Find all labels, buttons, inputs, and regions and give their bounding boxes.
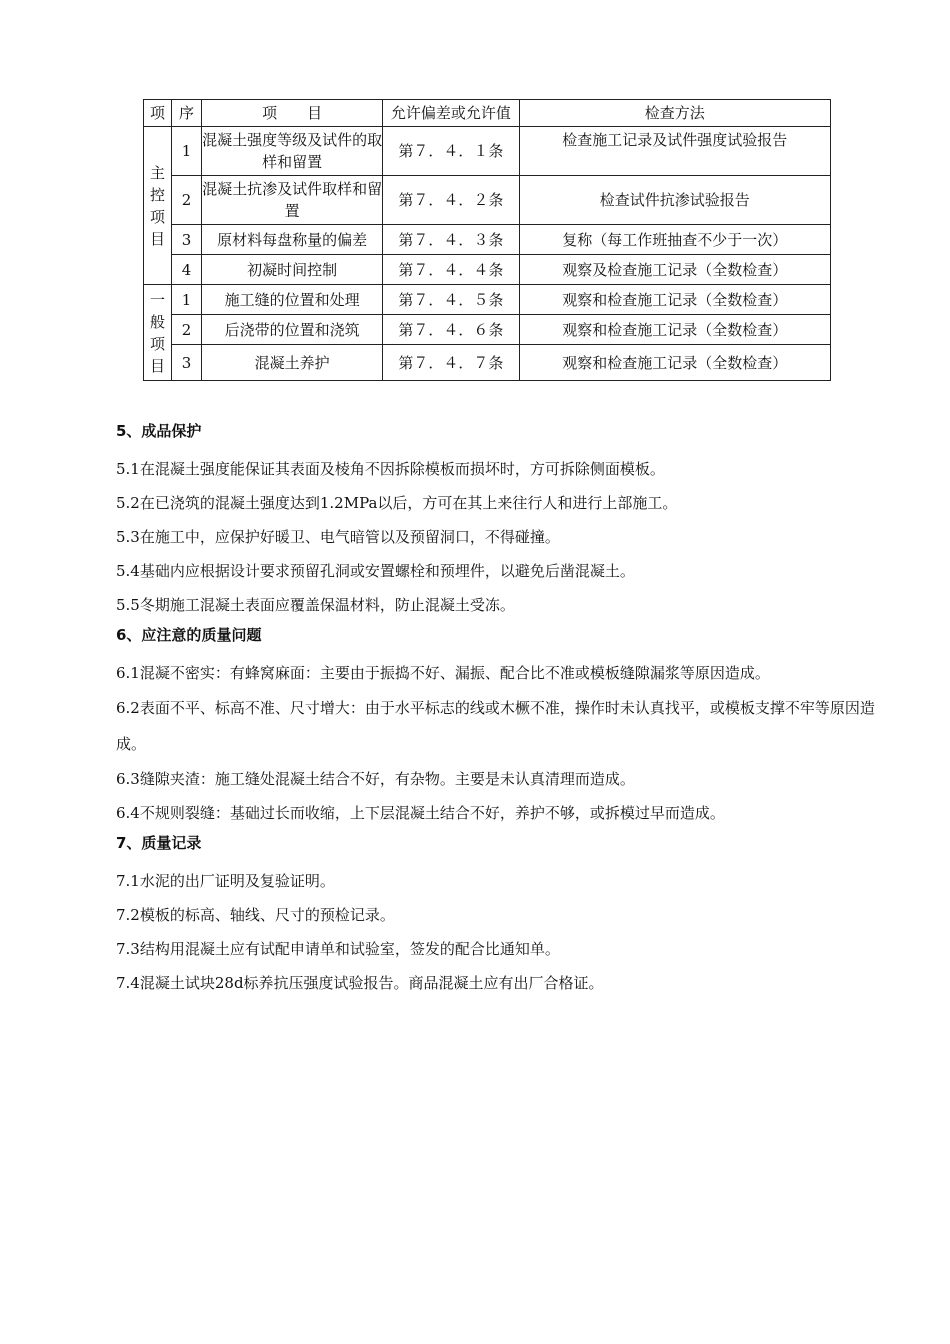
paragraph: 5.3在施工中，应保护好暖卫、电气暗管以及预留洞口，不得碰撞。 <box>116 528 560 546</box>
paragraph: 6.2表面不平、标高不准、尺寸增大：由于水平标志的线或木橛不准，操作时未认真找平，或模板支撑不牢等原因造成。 <box>116 699 875 753</box>
tolerance-cell: 第７．４．１条 <box>383 127 519 176</box>
tolerance-cell: 第７．４．５条 <box>383 285 519 315</box>
table-row <box>144 255 831 285</box>
method-cell: 观察和检查施工记录（全数检查） <box>519 345 831 381</box>
header-group: 项 <box>144 100 172 127</box>
header-tolerance: 允许偏差或允许值 <box>383 100 519 127</box>
inspection-table <box>143 99 831 381</box>
paragraph: 5.2在已浇筑的混凝土强度达到1.2MPa以后，方可在其上来往行人和进行上部施工。 <box>116 494 678 512</box>
method-cell: 检查施工记录及试件强度试验报告 <box>519 127 831 176</box>
tolerance-cell: 第７．４．７条 <box>383 345 519 381</box>
item-cell: 混凝土抗渗及试件取样和留置 <box>202 176 383 225</box>
tolerance-cell: 第７．４．６条 <box>383 315 519 345</box>
method-cell: 观察和检查施工记录（全数检查） <box>519 315 831 345</box>
general-group-label: 一 般 项 目 <box>144 285 172 381</box>
table-row <box>144 345 831 381</box>
paragraph: 7.3结构用混凝土应有试配申请单和试验室，签发的配合比通知单。 <box>116 940 560 958</box>
seq-cell: 3 <box>172 345 202 381</box>
tolerance-cell: 第７．４．３条 <box>383 225 519 255</box>
table-header-row <box>144 100 831 127</box>
section-heading-quality-records: 7、质量记录 <box>116 834 202 852</box>
paragraph: 5.4基础内应根据设计要求预留孔洞或安置螺栓和预埋件，以避免后凿混凝土。 <box>116 562 635 580</box>
header-method: 检查方法 <box>519 100 831 127</box>
method-cell: 复称（每工作班抽查不少于一次） <box>519 225 831 255</box>
item-cell: 混凝土强度等级及试件的取样和留置 <box>202 127 383 176</box>
tolerance-cell: 第７．４．４条 <box>383 255 519 285</box>
header-item: 项 目 <box>202 100 383 127</box>
seq-cell: 3 <box>172 225 202 255</box>
item-cell: 混凝土养护 <box>202 345 383 381</box>
paragraph: 7.2模板的标高、轴线、尺寸的预检记录。 <box>116 906 395 924</box>
seq-cell: 2 <box>172 315 202 345</box>
seq-cell: 2 <box>172 176 202 225</box>
method-cell: 观察和检查施工记录（全数检查） <box>519 285 831 315</box>
table-row <box>144 225 831 255</box>
section-heading-quality-issues: 6、应注意的质量问题 <box>116 626 262 644</box>
method-cell: 检查试件抗渗试验报告 <box>519 176 831 225</box>
table-row <box>144 285 831 315</box>
paragraph: 7.1水泥的出厂证明及复验证明。 <box>116 872 335 890</box>
paragraph: 7.4混凝土试块28d标养抗压强度试验报告。商品混凝土应有出厂合格证。 <box>116 974 604 992</box>
paragraph: 5.1在混凝土强度能保证其表面及棱角不因拆除模板而损坏时，方可拆除侧面模板。 <box>116 460 665 478</box>
item-cell: 施工缝的位置和处理 <box>202 285 383 315</box>
table-row <box>144 176 831 225</box>
seq-cell: 4 <box>172 255 202 285</box>
main-control-group-label: 主 控 项 目 <box>144 127 172 285</box>
document-body <box>116 418 876 1000</box>
item-cell: 原材料每盘称量的偏差 <box>202 225 383 255</box>
seq-cell: 1 <box>172 285 202 315</box>
seq-cell: 1 <box>172 127 202 176</box>
tolerance-cell: 第７．４．２条 <box>383 176 519 225</box>
paragraph: 6.4不规则裂缝：基础过长而收缩，上下层混凝土结合不好，养护不够，或拆模过早而造成。 <box>116 804 725 822</box>
method-cell: 观察及检查施工记录（全数检查） <box>519 255 831 285</box>
paragraph: 5.5冬期施工混凝土表面应覆盖保温材料，防止混凝土受冻。 <box>116 596 515 614</box>
table-row <box>144 127 831 176</box>
section-heading-product-protection: 5、成品保护 <box>116 422 202 440</box>
item-cell: 后浇带的位置和浇筑 <box>202 315 383 345</box>
paragraph: 6.3缝隙夹渣：施工缝处混凝土结合不好，有杂物。主要是未认真清理而造成。 <box>116 770 635 788</box>
item-cell: 初凝时间控制 <box>202 255 383 285</box>
table-row <box>144 315 831 345</box>
paragraph: 6.1混凝不密实：有蜂窝麻面：主要由于振捣不好、漏振、配合比不准或模板缝隙漏浆等原因造成。 <box>116 664 770 682</box>
header-seq: 序 <box>172 100 202 127</box>
